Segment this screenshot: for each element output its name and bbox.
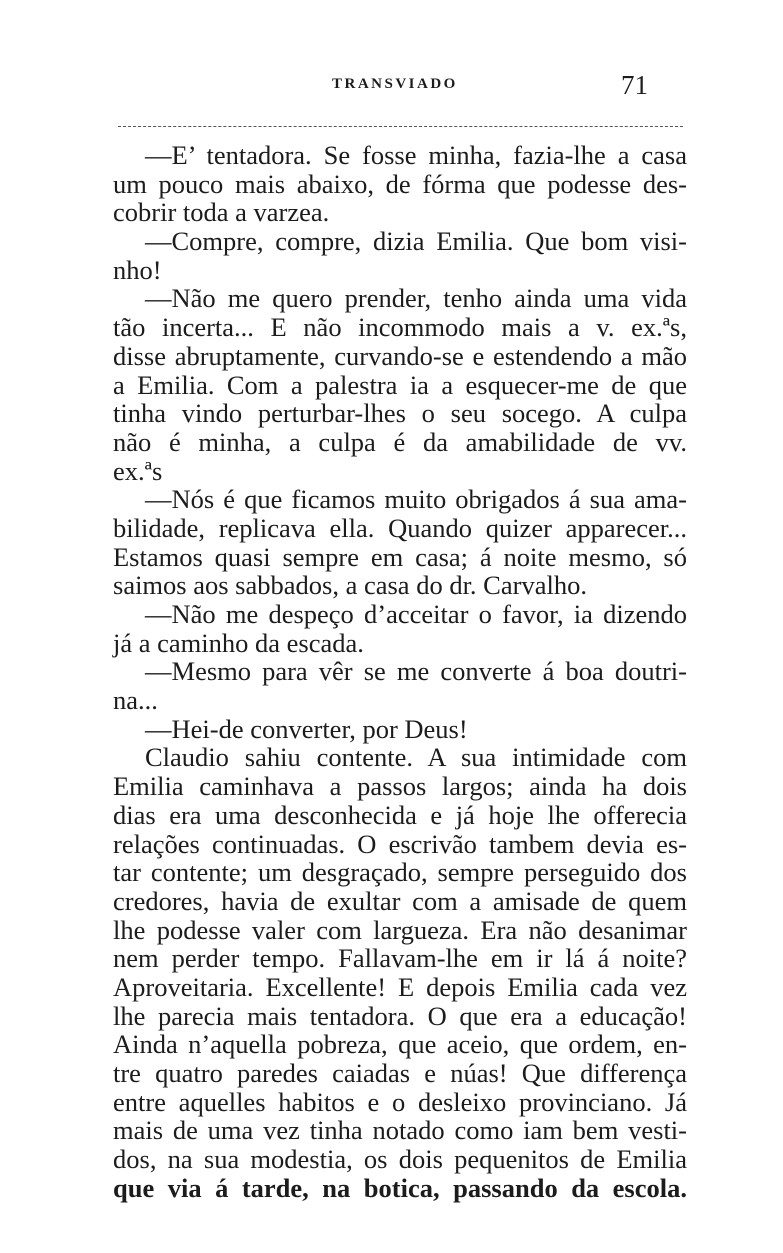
text-line: cobrir toda a varzea. xyxy=(113,197,330,228)
text-line: —Hei-de converter, por Deus! xyxy=(145,713,468,744)
text-line: saimos aos sabbados, a casa do dr. Carvalho. xyxy=(113,570,587,601)
text-line: —Não me quero prender, tenho ainda uma vida xyxy=(145,283,687,314)
text-line: —Compre, compre, dizia Emilia. Que bom visi- xyxy=(145,226,687,257)
running-head: TRANSVIADO xyxy=(332,76,458,92)
text-line: não é minha, a culpa é da amabilidade de vv. xyxy=(113,426,687,457)
text-line: tre quatro paredes caiadas e núas! Que differença xyxy=(113,1058,687,1088)
text-line: bilidade, replicava ella. Quando quizer apparecer... xyxy=(113,512,687,543)
text-line: lhe parecia mais tentadora. O que era a educação! xyxy=(113,1000,687,1031)
text-line: tinha vindo perturbar-lhes o seu socego. A culpa xyxy=(113,398,687,429)
text-line: na... xyxy=(113,685,158,716)
text-line: —E’ tentadora. Se fosse minha, fazia-lhe a casa xyxy=(145,140,687,170)
text-line: tar contente; um desgraçado, sempre perseguido dos xyxy=(113,857,687,888)
text-line: que via á tarde, na botica, passando da escola. xyxy=(113,1172,687,1203)
text-line: tão incerta... E não incommodo mais a v. ex.ªs, xyxy=(113,312,687,343)
header-rule xyxy=(118,126,683,127)
text-line: Emilia caminhava a passos largos; ainda ha dois xyxy=(113,771,687,802)
text-line: —Nós é que ficamos muito obrigados á sua ama- xyxy=(145,484,687,515)
text-line: dias era uma desconhecida e já hoje lhe offerecia xyxy=(113,799,687,830)
text-line: disse abruptamente, curvando-se e estendendo a mão xyxy=(113,340,687,371)
body-text xyxy=(113,141,687,1202)
text-line: dos, na sua modestia, os dois pequenitos de Emilia xyxy=(113,1144,687,1175)
text-line: nem perder tempo. Fallavam-lhe em ir lá á noite? xyxy=(113,943,687,974)
text-line: a Emilia. Com a palestra ia a esquecer-me de que xyxy=(113,369,687,400)
text-line: Ainda n’aquella pobreza, que aceio, que ordem, en- xyxy=(113,1029,687,1060)
text-line: entre aquelles habitos e o desleixo provinciano. Já xyxy=(113,1086,687,1117)
text-line: ex.ªs xyxy=(113,455,163,486)
text-line: lhe podesse valer com largueza. Era não desanimar xyxy=(113,914,687,945)
text-line: já a caminho da escada. xyxy=(113,627,364,658)
text-line: credores, havia de exultar com a amisade de quem xyxy=(113,885,687,916)
text-line: Aproveitaria. Excellente! E depois Emilia cada vez xyxy=(113,971,687,1002)
text-line: Estamos quasi sempre em casa; á noite mesmo, só xyxy=(113,541,687,572)
text-line: —Não me despeço d’acceitar o favor, ia dizendo xyxy=(145,599,687,629)
text-line: mais de uma vez tinha notado como iam bem vesti- xyxy=(113,1115,687,1146)
text-line: Claudio sahiu contente. A sua intimidade com xyxy=(145,742,687,773)
text-line: nho! xyxy=(113,254,162,285)
page-header xyxy=(110,72,690,102)
text-line: relações continuadas. O escrivão tambem devia es- xyxy=(113,828,687,859)
text-line: um pouco mais abaixo, de fórma que podesse des- xyxy=(113,168,687,199)
text-line: —Mesmo para vêr se me converte á boa doutri- xyxy=(145,656,687,687)
page-number: 71 xyxy=(621,70,648,100)
